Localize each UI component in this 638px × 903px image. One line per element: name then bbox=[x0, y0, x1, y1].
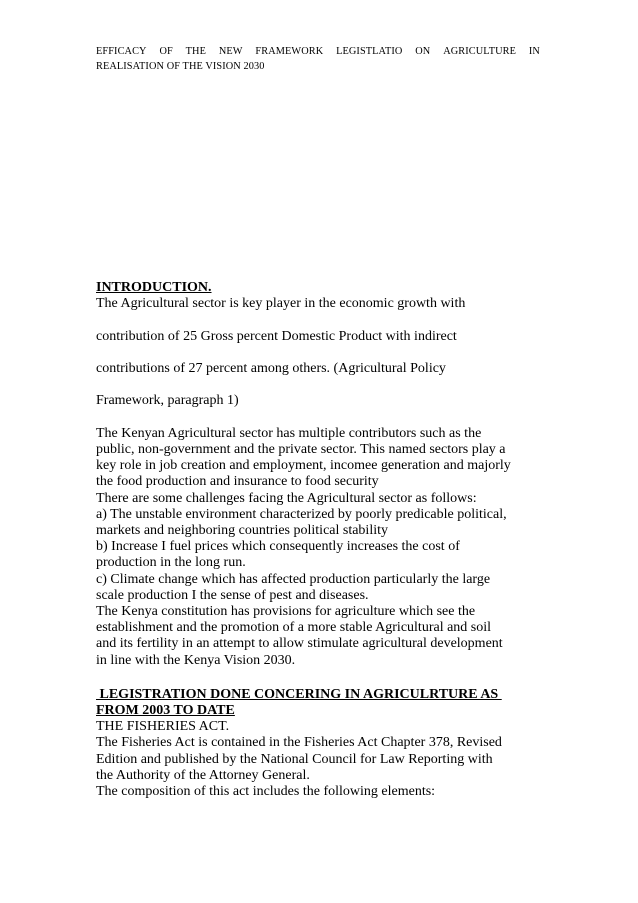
legislation-line: Edition and published by the National Council for Law Reporting with bbox=[96, 751, 493, 767]
body-line: and its fertility in an attempt to allow stimulate agricultural development bbox=[96, 636, 503, 652]
body-line: in line with the Kenya Vision 2030. bbox=[96, 652, 296, 668]
header-word: ON bbox=[415, 46, 431, 57]
line-gap bbox=[96, 377, 556, 393]
legislation-line: THE FISHERIES ACT. bbox=[96, 719, 230, 735]
header-word: NEW bbox=[218, 46, 243, 57]
line-gap bbox=[96, 312, 556, 328]
intro-line: contributions of 27 percent among others. (Agricultural Policy bbox=[96, 360, 446, 376]
paragraph-gap bbox=[96, 669, 556, 687]
body-line: public, non-government and the private sector. This named sectors play a bbox=[96, 441, 506, 457]
body-line: The Kenyan Agricultural sector has multiple contributors such as the bbox=[96, 425, 482, 441]
body-line: c) Climate change which has affected production particularly the large bbox=[96, 571, 491, 587]
intro-line: Framework, paragraph 1) bbox=[96, 393, 239, 409]
header-word: LEGISTLATIO bbox=[336, 46, 403, 57]
introduction-heading: INTRODUCTION. bbox=[96, 280, 212, 295]
body-line: b) Increase I fuel prices which consequently increases the cost of bbox=[96, 539, 460, 555]
legislation-line: The Fisheries Act is contained in the Fisheries Act Chapter 378, Revised bbox=[96, 735, 502, 751]
header-word: EFFICACY bbox=[96, 46, 147, 57]
header-word: THE bbox=[185, 46, 206, 57]
body-line: establishment and the promotion of a more stable Agricultural and soil bbox=[96, 620, 492, 636]
body-line: a) The unstable environment characterized by poorly predicable political, bbox=[96, 506, 507, 522]
header-word: OF bbox=[159, 46, 173, 57]
intro-line: contribution of 25 Gross percent Domestic Product with indirect bbox=[96, 328, 457, 344]
body-line: markets and neighboring countries political stability bbox=[96, 522, 388, 538]
document-body bbox=[96, 280, 556, 800]
line-gap bbox=[96, 345, 556, 361]
legislation-line: the Authority of the Attorney General. bbox=[96, 767, 310, 783]
body-line: There are some challenges facing the Agricultural sector as follows: bbox=[96, 490, 477, 506]
body-line: production in the long run. bbox=[96, 555, 246, 571]
intro-line: The Agricultural sector is key player in the economic growth with bbox=[96, 296, 466, 312]
body-line: scale production I the sense of pest and diseases. bbox=[96, 587, 369, 603]
body-line: the food production and insurance to food security bbox=[96, 474, 379, 490]
document-header bbox=[96, 44, 540, 74]
body-line: key role in job creation and employment, incomee generation and majorly bbox=[96, 458, 511, 474]
header-line-2: REALISATION OF THE VISION 2030 bbox=[96, 61, 265, 72]
legislation-heading-line-1: LEGISTRATION DONE CONCERING IN AGRICULRTURE AS bbox=[96, 686, 502, 702]
header-line-1 bbox=[96, 44, 540, 59]
header-word: IN bbox=[528, 46, 540, 57]
legislation-heading-line-2: FROM 2003 TO DATE bbox=[96, 703, 235, 719]
header-word: FRAMEWORK bbox=[255, 46, 324, 57]
paragraph-gap bbox=[96, 410, 556, 426]
body-line: The Kenya constitution has provisions for agriculture which see the bbox=[96, 604, 476, 619]
legislation-line: The composition of this act includes the following elements: bbox=[96, 784, 436, 800]
header-word: AGRICULTURE bbox=[443, 46, 516, 57]
